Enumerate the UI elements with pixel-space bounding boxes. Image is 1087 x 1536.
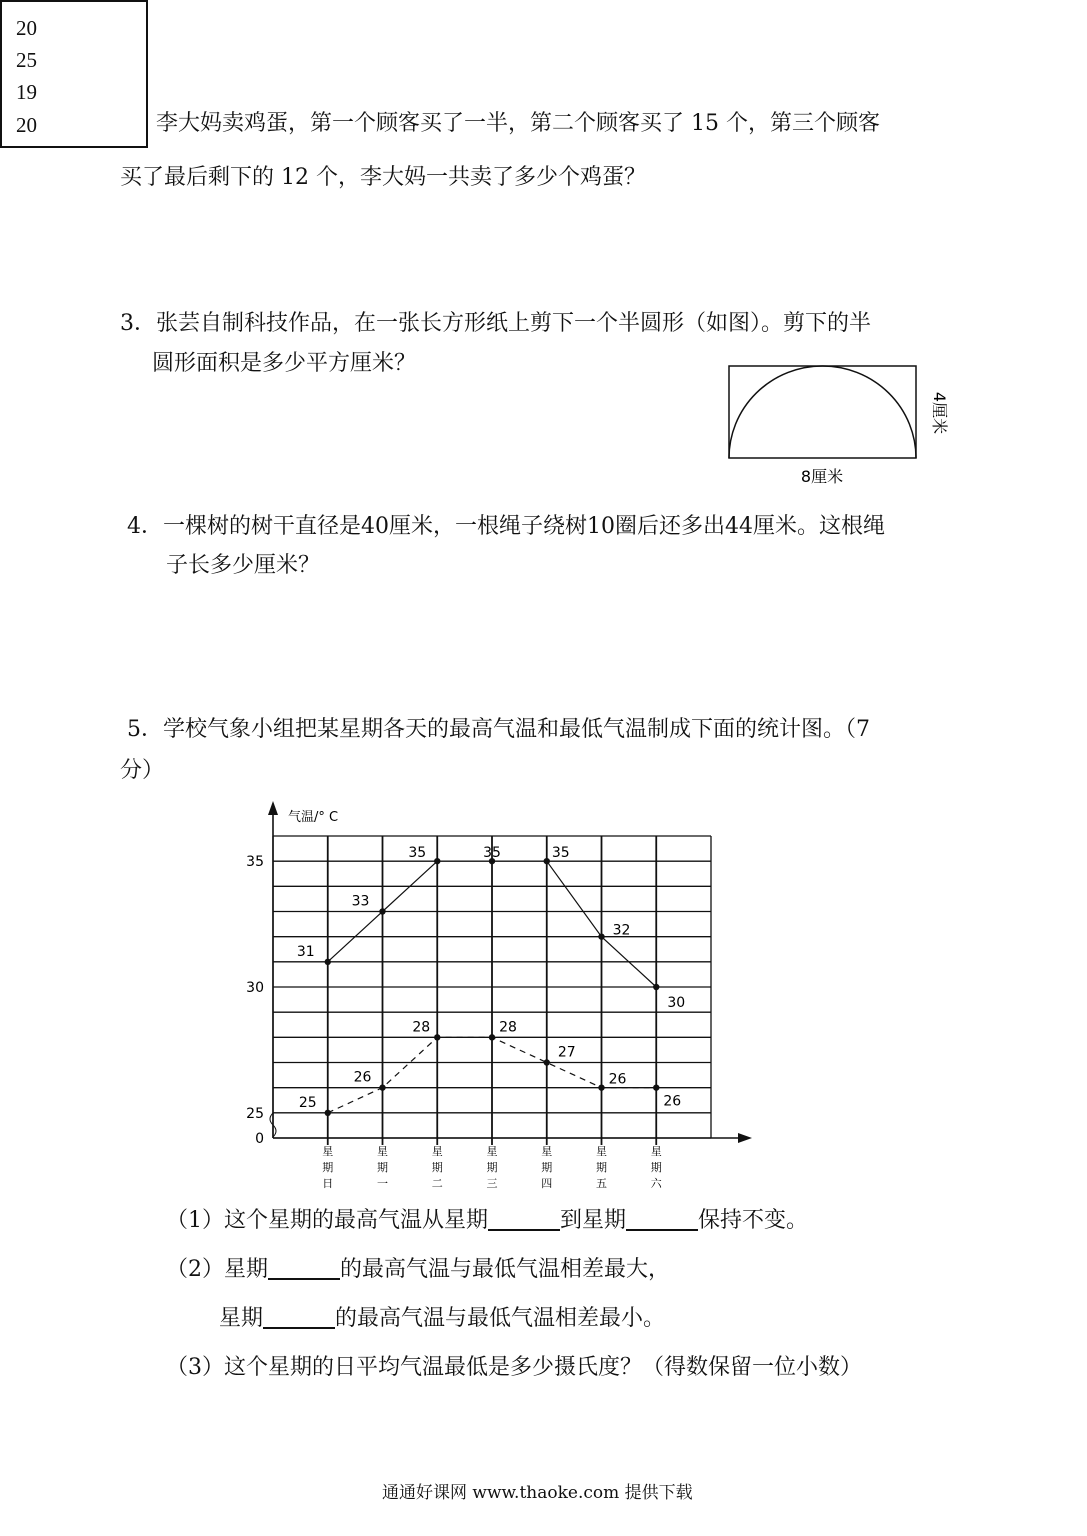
data-label: 31 (296, 943, 315, 960)
score-value: 25 (16, 48, 37, 72)
x-tick-label: 星期五 (596, 1145, 607, 1190)
data-point (325, 959, 331, 965)
semicircle-figure (720, 358, 970, 488)
data-label: 30 (667, 995, 686, 1011)
data-label: 35 (483, 845, 501, 862)
data-point (489, 1034, 495, 1040)
semicircle-arc (729, 366, 916, 458)
footer-text: 通通好课网 www.thaoke.com 提供下载 (382, 1483, 693, 1503)
rectangle-outline (729, 366, 916, 458)
y-tick-label: 30 (246, 980, 264, 996)
data-label: 28 (412, 1019, 431, 1036)
q5-sub1-c: 保持不变。 (698, 1208, 809, 1233)
x-tick-label: 星期三 (486, 1145, 498, 1190)
q5-sub1 (166, 1206, 808, 1236)
q5-sub2-a: （2）星期 (166, 1257, 268, 1282)
data-point (434, 858, 440, 864)
y-tick-label: 25 (246, 1105, 264, 1122)
data-point (598, 933, 604, 939)
x-tick-label: 星期六 (650, 1145, 662, 1190)
x-tick-labels (322, 1145, 663, 1190)
data-point (325, 1110, 331, 1116)
x-tick-label: 星期四 (541, 1145, 553, 1190)
answer-blank[interactable] (488, 1207, 560, 1231)
q5-sub2-second (219, 1304, 665, 1334)
data-label: 26 (608, 1071, 627, 1088)
q3-line2: 圆形面积是多少平方厘米？ (152, 351, 417, 376)
data-point (598, 1084, 604, 1090)
chart-grid (273, 836, 711, 1145)
q2-line2: 买了最后剩下的 12 个，李大妈一共卖了多少个鸡蛋？ (120, 165, 646, 190)
q5-sub2 (166, 1255, 670, 1285)
q5-sub3: （3）这个星期的日平均气温最低是多少摄氏度？（得数保留一位小数） (166, 1355, 862, 1380)
data-point (379, 1084, 385, 1090)
data-label: 27 (557, 1044, 576, 1061)
chart-axes (268, 801, 752, 1143)
q2-line1: 李大妈卖鸡蛋，第一个顾客买了一半，第二个顾客买了 15 个，第三个顾客 (156, 111, 880, 136)
y-tick-labels (246, 854, 264, 1147)
data-point (434, 1034, 440, 1040)
q3-line1: 3．张芸自制科技作品，在一张长方形纸上剪下一个半圆形（如图）。剪下的半 (120, 311, 871, 336)
q4-line1: 4．一棵树的树干直径是40厘米，一根绳子绕树10圈后还多出44厘米。这根绳 (127, 514, 885, 539)
q5-sub2-d: 的最高气温与最低气温相差最小。 (335, 1306, 666, 1331)
y-axis-arrow (268, 801, 278, 815)
data-point (544, 1059, 550, 1065)
x-axis-arrow (738, 1133, 752, 1143)
data-label: 26 (353, 1069, 372, 1086)
score-value: 20 (16, 113, 37, 137)
data-point (653, 1084, 659, 1090)
answer-blank[interactable] (626, 1207, 698, 1231)
x-tick-label: 星期一 (377, 1145, 388, 1190)
temperature-chart (230, 795, 770, 1200)
height-label: 4厘米 (930, 391, 949, 435)
q5-sub1-a: （1）这个星期的最高气温从星期 (166, 1208, 488, 1233)
score-value: 20 (16, 16, 37, 40)
q5-sub1-b: 到星期 (560, 1208, 627, 1233)
data-label: 35 (408, 845, 427, 862)
data-point (544, 858, 550, 864)
data-point (653, 984, 659, 990)
x-tick-label: 星期日 (322, 1145, 334, 1190)
q5-sub2-c: 星期 (219, 1306, 264, 1331)
answer-blank[interactable] (263, 1305, 335, 1329)
data-label: 35 (551, 845, 570, 862)
y-tick-label: 0 (255, 1131, 264, 1147)
data-label: 25 (298, 1094, 317, 1111)
data-label: 26 (663, 1093, 682, 1110)
y-axis-label: 气温/° C (288, 810, 339, 825)
q5-sub2-b: 的最高气温与最低气温相差最大， (340, 1257, 671, 1282)
data-label: 28 (499, 1019, 517, 1036)
q5-line1: 5．学校气象小组把某星期各天的最高气温和最低气温制成下面的统计图。（7 (127, 717, 870, 742)
q4-line2: 子长多少厘米？ (166, 553, 321, 578)
width-label: 8厘米 (800, 467, 844, 486)
data-label: 33 (351, 893, 370, 910)
y-tick-label: 35 (246, 854, 264, 871)
q5-line2: 分） (120, 758, 165, 783)
data-point (379, 908, 385, 914)
score-box (0, 0, 148, 148)
score-value: 19 (16, 80, 37, 104)
answer-blank[interactable] (268, 1256, 340, 1280)
x-tick-label: 星期二 (431, 1145, 443, 1190)
data-label: 32 (612, 922, 631, 939)
